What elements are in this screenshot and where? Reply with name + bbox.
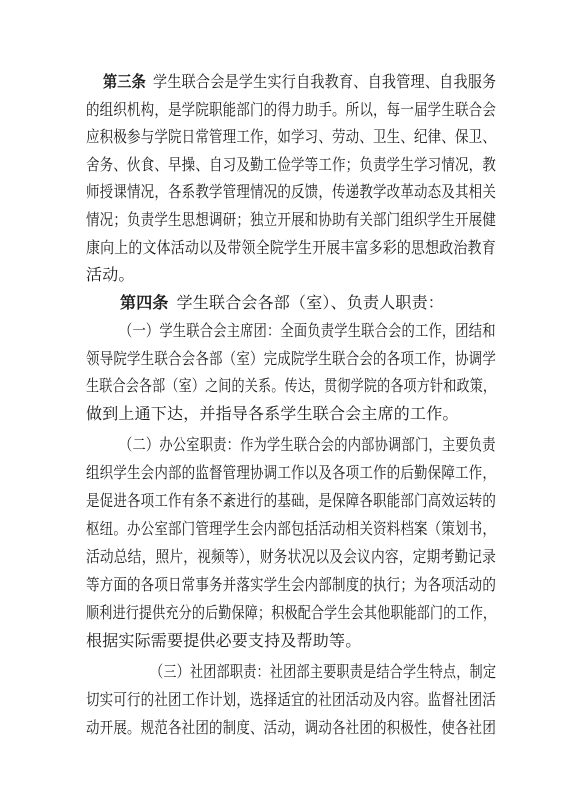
article3-heading: 第三条	[103, 72, 146, 91]
section3-line: （三）社团部职责：社团部主要职责是结合学生特点，制定	[150, 662, 497, 681]
section2-line: 是促进各项工作有条不紊进行的基础，是保障各职能部门高效运转的	[86, 491, 497, 510]
article4-first-line	[120, 293, 444, 313]
article3-first-line	[103, 72, 496, 92]
section1-line: 生联合会各部（室）之间的关系。传达，贯彻学院的各项方针和政策，	[86, 376, 497, 395]
section2-line: 枢纽。办公室部门管理学生会内部包括活动相关资料档案（策划书，	[86, 519, 497, 538]
section2-line: 顺利进行提供充分的后勤保障；积极配合学生会其他职能部门的工作，	[86, 603, 497, 622]
section1-line: 领导院学生联合会各部（室）完成院学生联合会的各项工作，协调学	[86, 349, 497, 368]
section1-line: 做到上通下达，并指导各系学生联合会主席的工作。	[86, 404, 459, 423]
article3-line: 的组织机构，是学院职能部门的得力助手。所以，每一届学生联合会	[86, 100, 497, 119]
article4-heading: 第四条	[120, 293, 169, 312]
section2-line: 等方面的各项日常事务并落实学生会内部制度的执行；为各项活动的	[86, 575, 497, 594]
section2-line: 组织学生会内部的监督管理协调工作以及各项工作的后勤保障工作，	[86, 463, 497, 482]
article4-intro: 学生联合会各部（室）、负责人职责：	[176, 293, 445, 312]
article3-line: 情况；负责学生思想调研；独立开展和协助有关部门组织学生开展健	[86, 210, 497, 229]
section2-line: （二）办公室职责：作为学生联合会的内部协调部门，主要负责	[119, 435, 496, 454]
section2-line: 活动总结，照片，视频等），财务状况以及会议内容，定期考勤记录	[86, 547, 497, 566]
article3-line: 康向上的文体活动以及带领全院学生开展丰富多彩的思想政治教育	[86, 238, 496, 257]
section1-line: （一）学生联合会主席团：全面负责学生联合会的工作，团结和	[119, 321, 496, 340]
article3-line: 学生联合会是学生实行自我教育、自我管理、自我服务	[152, 72, 497, 91]
article3-line: 师授课情况，各系教学管理情况的反馈，传递教学改革动态及其相关	[86, 182, 497, 201]
section3-line: 切实可行的社团工作计划，选择适宜的社团活动及内容。监督社团活	[86, 690, 497, 709]
article3-line: 应积极参与学院日常管理工作，如学习、劳动、卫生、纪律、保卫、	[86, 127, 497, 146]
section3-line: 动开展。规范各社团的制度、活动，调动各社团的积极性，使各社团	[86, 718, 497, 737]
section2-line: 根据实际需要提供必要支持及帮助等。	[86, 631, 362, 650]
article3-line: 舍务、伙食、早操、自习及勤工俭学等工作；负责学生学习情况，教	[86, 155, 497, 174]
article3-line: 活动。	[86, 265, 135, 284]
